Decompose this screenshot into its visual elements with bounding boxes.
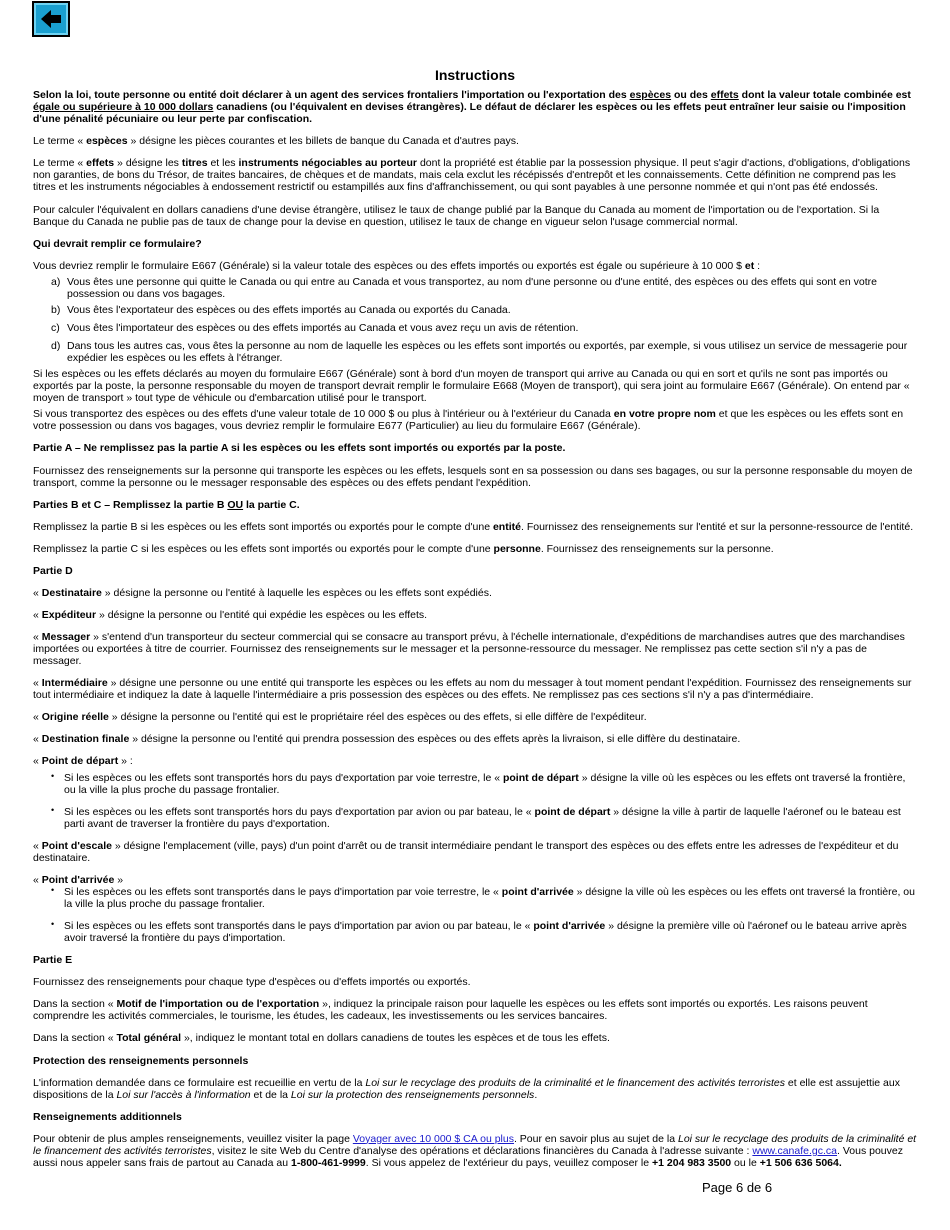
total-paragraph: Dans la section « Total général », indiquez le montant total en dollars canadiens de toutes les espèces et de tous les effets. — [33, 1032, 610, 1045]
arrow-left-icon — [39, 8, 63, 30]
depart-heading: « Point de départ » : — [33, 755, 133, 768]
destinataire-definition: « Destinataire » désigne la personne ou l'entité à laquelle les espèces ou les effets sont expédiés. — [33, 586, 492, 599]
back-button[interactable] — [32, 1, 70, 37]
partie-a-heading: Partie A – Ne remplissez pas la partie A si les espèces ou les effets sont importés ou exportés par la poste. — [33, 442, 566, 455]
protection-paragraph: L'information demandée dans ce formulaire est recueillie en vertu de la Loi sur le recyclage des produits de la criminalité et le financement des activités terroristes et elle est assujettie aux dispositions de la Loi sur l'accès à l'information et de la Loi sur la protection des renseignements personnels. — [33, 1076, 900, 1101]
voyager-link[interactable]: Voyager avec 10 000 $ CA ou plus — [352, 1132, 514, 1145]
page-title: Instructions — [434, 67, 516, 83]
effets-definition: Le terme « effets » désigne les titres et les instruments négociables au porteur dont la propriété est établie par la possession physique. Il peut s'agir d'actions, d'obligations, d'obligations non garanties, de bons du Trésor, de traites bancaires, de chèques et de mandats, mais cela exclut les récépissés d'entrepôt et les connaissements. Cette définition ne comprend pas les titres et les instruments négociables à endossement restrictif ou estampillés aux fins d'affranchissement, ou qui sont payables à une personne nommée et qui n'ont pas été endossés. — [33, 157, 911, 194]
list-item: d) Dans tous les autres cas, vous êtes la personne au nom de laquelle les espèces ou les effets sont importés ou exportés, par exemple, si vous utilisez un service de messagerie pour expédier les espèces ou les effets à l'étranger. — [51, 340, 908, 365]
partie-d-heading: Partie D — [33, 564, 73, 577]
expediteur-definition: « Expéditeur » désigne la personne ou l'entité qui expédie les espèces ou les effets. — [33, 608, 428, 621]
partie-bc-heading: Parties B et C – Remplissez la partie B OU la partie C. — [33, 498, 300, 511]
propre-nom-paragraph: Si vous transportez des espèces ou des effets d'une valeur totale de 10 000 $ ou plus à l'intérieur ou à l'extérieur du Canada en votre propre nom et que les espèces ou les effets sont en votre possession ou dans vos bagages, vous devriez remplir le formulaire E677 (Particulier) au lieu du formulaire E667 (Générale). — [33, 408, 904, 433]
especes-definition: Le terme « espèces » désigne les pièces courantes et les billets de banque du Canada et d'autres pays. — [33, 135, 519, 148]
intermediaire-definition: « Intermédiaire » désigne une personne ou une entité qui transporte les espèces ou les effets au nom du messager à tout moment pendant l'expédition. Fournissez des renseignements sur tout intermédiaire et indiquez la date à laquelle l'intermédiaire a pris possession des espèces ou des effets. Ne remplissez pas ces sections s'il n'y a pas d'intermédiaire. — [33, 677, 912, 702]
additionnels-heading: Renseignements additionnels — [33, 1110, 182, 1123]
list-item: a) Vous êtes une personne qui quitte le Canada ou qui entre au Canada et vous transportez, au nom d'une personne ou d'une entité, des espèces ou des effets qui sont en votre possession ou dans vos bagages. — [51, 275, 877, 300]
intro-paragraph: Selon la loi, toute personne ou entité doit déclarer à un agent des services frontaliers l'importation ou l'exportation des espèces ou des effets dont la valeur totale combinée est égale ou supérieure à 10 000 dollars canadiens (ou l'équivalent en devises étrangères). Le défaut de déclarer les espèces ou les effets peut entraîner leur saisie ou l'imposition d'une pénalité pécuniaire ou leur perte par confiscation. — [33, 89, 911, 126]
conditions-list — [33, 276, 917, 364]
additionnels-paragraph: Pour obtenir de plus amples renseignements, veuillez visiter la page Voyager avec 10 000 $ CA ou plus. Pour en savoir plus au sujet de la Loi sur le recyclage des produits de la criminalité et le financement des activités terroristes, visitez le site Web du Centre d'analyse des opérations et déclarations financières du Canada à l'adresse suivante : www.canafe.gc.ca. Vous pouvez aussi nous appeler sans frais de partout au Canada au 1-800-461-9999. Si vous appelez de l'extérieur du pays, veuillez composer le +1 204 983 3500 ou le +1 506 636 5064. — [33, 1132, 917, 1169]
partie-b-text: Remplissez la partie B si les espèces ou les effets sont importés ou exportés pour le compte d'une entité. Fournissez des renseignements sur l'entité et sur la personne-ressource de l'entité. — [33, 520, 914, 533]
motif-paragraph: Dans la section « Motif de l'importation ou de l'exportation », indiquez la principale raison pour laquelle les espèces ou les effets sont importés ou exportés. Les raisons peuvent comprendre les activités commerciales, le tourisme, les études, les cadeaux, les investissements ou les services bancaires. — [33, 998, 868, 1023]
partie-e-text: Fournissez des renseignements pour chaque type d'espèces ou d'effets importés ou exportés. — [33, 976, 471, 989]
qui-heading: Qui devrait remplir ce formulaire? — [33, 237, 202, 250]
canafe-link[interactable]: www.canafe.gc.ca — [752, 1144, 838, 1157]
list-item: c) Vous êtes l'importateur des espèces ou des effets importés au Canada et vous avez reçu un avis de rétention. — [51, 321, 579, 334]
protection-heading: Protection des renseignements personnels — [33, 1054, 249, 1067]
partie-e-heading: Partie E — [33, 954, 73, 967]
arrivee-heading: « Point d'arrivée » — [33, 873, 124, 886]
calcul-paragraph: Pour calculer l'équivalent en dollars canadiens d'une devise étrangère, utilisez le taux de change publié par la Banque du Canada au moment de l'importation ou de l'exportation. Si la Banque du Canada ne publie pas de taux de change pour la devise en question, utilisez le taux de change en vigueur selon l'usage commercial normal. — [33, 203, 880, 228]
partie-c-text: Remplissez la partie C si les espèces ou les effets sont importés ou exportés pour le compte d'une personne. Fournissez des renseignements sur la personne. — [33, 542, 774, 555]
qui-text: Vous devriez remplir le formulaire E667 (Générale) si la valeur totale des espèces ou des effets importés ou exportés est égale ou supérieure à 10 000 $ et : — [33, 259, 761, 272]
list-item: • Si les espèces ou les effets sont transportés hors du pays d'exportation par avion ou par bateau, le « point de départ » désigne la ville à partir de laquelle l'aéronef ou le bateau est parti avant de traverser la frontière du pays d'exportation. — [33, 806, 917, 830]
list-item: • Si les espèces ou les effets sont transportés dans le pays d'importation par voie terrestre, le « point d'arrivée » désigne la ville où les espèces ou les effets ont traversé la frontière, ou la ville la plus proche du passage frontalier. — [33, 886, 917, 910]
depart-list — [33, 772, 917, 830]
origine-definition: « Origine réelle » désigne la personne ou l'entité qui est le propriétaire réel des espèces ou des effets, si elle diffère de l'expéditeur. — [33, 711, 647, 724]
list-item: b) Vous êtes l'exportateur des espèces ou des effets importés au Canada ou exportés du Canada. — [51, 303, 511, 316]
document-page — [33, 67, 917, 1179]
partie-a-text: Fournissez des renseignements sur la personne qui transporte les espèces ou les effets, lesquels sont en sa possession ou dans ses bagages, ou sur la personne responsable du moyen de transport, comme la personne ou le messager responsable des espèces ou des effets pendant l'expédition. — [33, 464, 913, 489]
page-number: Page 6 de 6 — [702, 1180, 773, 1195]
destination-definition: « Destination finale » désigne la personne ou l'entité qui prendra possession des espèces ou des effets après la livraison, si elle diffère du destinataire. — [33, 733, 741, 746]
escale-definition: « Point d'escale » désigne l'emplacement (ville, pays) d'un point d'arrêt ou de transit intermédiaire pendant le transport des espèces ou des effets entre les adresses de l'expéditeur et du destinataire. — [33, 839, 899, 864]
transport-paragraph: Si les espèces ou les effets déclarés au moyen du formulaire E667 (Générale) sont à bord d'un moyen de transport qui arrive au Canada ou qui en sort et qu'ils ne sont pas importés ou exportés par la poste, la personne responsable du moyen de transport devrait remplir le formulaire E668 (Moyen de transport), qui sera joint au formulaire E667 (Générale). On entend par « moyen de transport » tout type de véhicule ou d'embarcation utilisé pour le transport. — [33, 368, 910, 405]
arrivee-list — [33, 886, 917, 944]
list-item: • Si les espèces ou les effets sont transportés dans le pays d'importation par avion ou par bateau, le « point d'arrivée » désigne la première ville où l'aéronef ou le bateau arrive après avoir traversé la frontière du pays d'importation. — [33, 920, 917, 944]
messager-definition: « Messager » s'entend d'un transporteur du secteur commercial qui se consacre au transport prévu, à l'échelle internationale, d'expéditions de marchandises autres que des marchandises importées ou exportées à titre de courrier. Fournissez des renseignements sur le messager et la personne-ressource du messager. Ne remplissez pas cette section s'il n'y a pas de messager. — [33, 631, 905, 668]
list-item: • Si les espèces ou les effets sont transportés hors du pays d'exportation par voie terrestre, le « point de départ » désigne la ville où les espèces ou les effets ont traversé la frontière, ou la ville la plus proche du passage frontalier. — [33, 772, 917, 796]
